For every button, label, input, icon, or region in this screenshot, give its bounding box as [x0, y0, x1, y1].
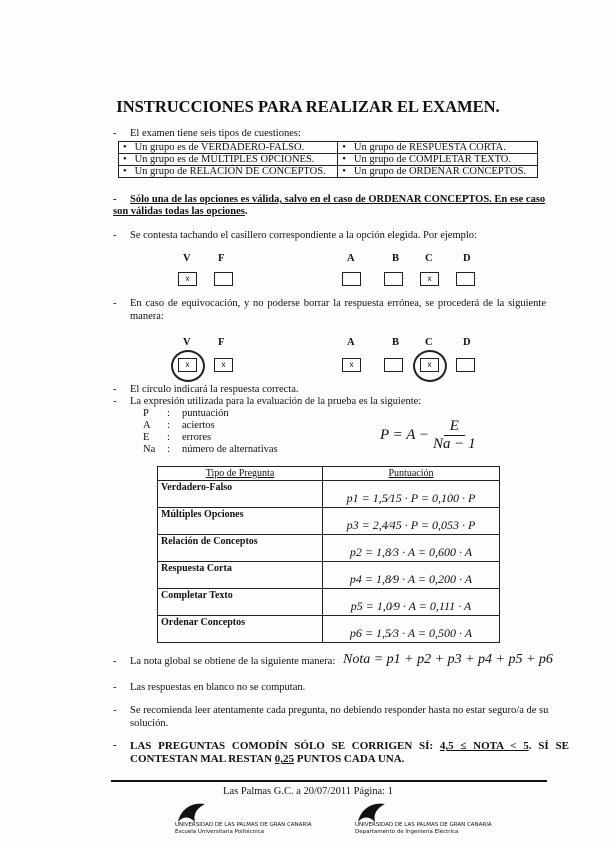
dash: - — [113, 298, 117, 309]
checkbox-c: x — [420, 358, 439, 372]
type-cell: Un grupo de ORDENAR CONCEPTOS. — [353, 166, 527, 177]
recommend-note: Se recomienda leer atentamente cada pregunta, no debiendo responder hasta no estar seguro/a de su — [130, 705, 549, 716]
footer-rule — [111, 780, 547, 782]
dash: - — [113, 128, 117, 139]
label-f: F — [218, 253, 225, 264]
dash: - — [113, 396, 117, 407]
table-row: Múltiples Opciones p3 = 2,4⁄45 · P = 0,053 · P — [158, 508, 500, 535]
score-formula: P = A − $\frac{E}{Na - 1}$ — [380, 418, 476, 452]
label-d: D — [463, 337, 471, 348]
dash: - — [113, 194, 117, 205]
checkbox-c: x — [420, 272, 439, 286]
expression-note: La expresión utilizada para la evaluación de la prueba es la siguiente: — [130, 396, 422, 407]
table-row: Verdadero-Falso p1 = 1,5⁄15 · P = 0,100 · P — [158, 481, 500, 508]
page-title: INSTRUCCIONES PARA REALIZAR EL EXAMEN. — [116, 97, 500, 116]
label-a: A — [347, 253, 355, 264]
column-header: Puntuación — [323, 467, 500, 481]
checkbox-v: x — [178, 272, 197, 286]
logo-caption-left: UNIVERSIDAD DE LAS PALMAS DE GRAN CANARIA Escuela Universitaria Politécnica — [175, 822, 312, 835]
table-row: Completar Texto p5 = 1,0⁄9 · A = 0,111 · A — [158, 589, 500, 616]
checkbox-a — [342, 272, 361, 286]
comodin-note: LAS PREGUNTAS COMODÍN SÓLO SE CORRIGEN SÍ: 4,5 ≤ NOTA < 5. SÍ SE — [130, 740, 569, 752]
valid-options-note: Sólo una de las opciones es válida, salvo en el caso de ORDENAR CONCEPTOS. En ese caso — [130, 194, 546, 205]
dash: - — [113, 230, 117, 241]
type-cell: Un grupo de COMPLETAR TEXTO. — [353, 154, 512, 165]
checkbox-d — [456, 358, 475, 372]
checkbox-b — [384, 358, 403, 372]
table-row: Ordenar Conceptos p6 = 1,5⁄3 · A = 0,500 · A — [158, 616, 500, 643]
dash: - — [113, 682, 117, 693]
checkbox-b — [384, 272, 403, 286]
type-cell: Un grupo es de VERDADERO-FALSO. — [134, 142, 305, 153]
checkbox-f: x — [214, 358, 233, 372]
label-v: V — [183, 253, 191, 264]
variable-legend: P : puntuación A : aciertos E : errores Na : número de alternativas — [143, 408, 278, 455]
label-v: V — [183, 337, 191, 348]
university-logo-icon — [355, 800, 391, 824]
type-cell: Un grupo de RESPUESTA CORTA. — [353, 142, 506, 153]
column-header: Tipo de Pregunta — [158, 467, 323, 481]
checkbox-a: x — [342, 358, 361, 372]
valid-options-note-2: son válidas todas las opciones — [113, 206, 245, 217]
circle-note: El círculo indicará la respuesta correcta. — [130, 384, 299, 395]
label-a: A — [347, 337, 355, 348]
intro-text: El examen tiene seis tipos de cuestiones: — [130, 128, 301, 139]
logo-caption-right: UNIVERSIDAD DE LAS PALMAS DE GRAN CANARIA Departamento de Ingeniería Eléctrica — [355, 822, 492, 835]
comodin-note-2: CONTESTAN MAL RESTAN 0,25 PUNTOS CADA UNA. — [130, 753, 405, 765]
label-f: F — [218, 337, 225, 348]
dash: - — [113, 740, 117, 751]
global-formula: Nota = p1 + p2 + p3 + p4 + p5 + p6 — [343, 652, 553, 667]
table-row: Respuesta Corta p4 = 1,8⁄9 · A = 0,200 · A — [158, 562, 500, 589]
mistake-instructions-2: manera: — [130, 311, 164, 322]
label-b: B — [392, 253, 400, 264]
global-note: La nota global se obtiene de la siguiente manera: — [130, 656, 336, 667]
table-row: Relación de Conceptos p2 = 1,8⁄3 · A = 0,600 · A — [158, 535, 500, 562]
label-c: C — [425, 337, 433, 348]
answer-instructions: Se contesta tachando el casillero correspondiente a la opción elegida. Por ejemplo: — [130, 230, 477, 241]
label-d: D — [463, 253, 471, 264]
checkbox-d — [456, 272, 475, 286]
blank-note: Las respuestas en blanco no se computan. — [130, 682, 306, 693]
page-footer: Las Palmas G.C. a 20/07/2011 Página: 1 — [223, 786, 393, 797]
mistake-instructions: En caso de equivocación, y no poderse borrar la respuesta errónea, se procederá de la siguiente — [130, 298, 546, 309]
question-types-table: • Un grupo es de VERDADERO-FALSO. • Un grupo de RESPUESTA CORTA. • Un grupo es de MÚLTIPLES OPCIONES. • Un grupo de COMPLETAR TEXTO. • Un grupo de RELACIÓN DE CONCEPTOS. • Un grupo de ORDENAR CONCEPTOS. — [118, 141, 538, 178]
checkbox-v: x — [178, 358, 197, 372]
checkbox-f — [214, 272, 233, 286]
exam-instructions-page: INSTRUCCIONES PARA REALIZAR EL EXAMEN. - El examen tiene seis tipos de cuestiones: • Un grupo es de VERDADERO-FALSO. • Un grupo de RESPUESTA CORTA. • Un grupo es de MÚLTIPLES OPCIONES. • Un grupo de COMPLETAR TEXTO. • Un grupo de RELACIÓN DE CONCEPTOS. • Un grupo de ORDENAR CONCEPTOS. - Sólo una de las opciones es válida, salvo en el caso de ORDENAR CONCEPTOS. En ese caso son válidas todas las opciones. - Se contesta tachando el casillero correspondiente a la opción elegida. Por ejemplo: V F A B C D x x - En caso de equivocación, y no poderse borrar la respuesta errónea, se procederá de la siguiente manera: V F A B C D x x x x - El círculo indicará la respuesta correcta. - La expresión utilizada para la evaluación de la prueba es la siguiente: P : puntuación A : aciertos E : errores Na : número de alternativas P = A − $\frac{E}{Na - 1}$ Tipo de Pregunta Puntuación Verdadero-Falso p1 = 1,5⁄15 · P = 0,100 · P Múltiples Opciones p3 = 2,4⁄45 · P = 0,053 · P Relación de Conceptos p2 = 1,8⁄3 · A = 0,600 · A Respuesta Corta p4 = 1,8⁄9 · A = 0,200 · A Completar Texto p5 = 1,0⁄9 · A = 0,111 · A Ordenar Conceptos p6 = 1,5⁄3 · A = 0,500 · A - La nota global se obtiene de la siguiente manera: Nota = p1 + p2 + p3 + p4 + p5 + p6 - Las respuestas en blanco no se computan. - Se recomienda leer atentamente cada pregunta, no debiendo responder hasta no estar seguro/a de su solución. - LAS PREGUNTAS COMODÍN SÓLO SE CORRIGEN SÍ: 4,5 ≤ NOTA < 5. SÍ SE CONTESTAN MAL RESTAN 0,25 PUNTOS CADA UNA. Las Palmas G.C. a 20/07/2011 Página: 1 UNIVERSIDAD DE LAS PALMAS DE GRAN CANARIA Escuela Universitaria Politécnica UNIVERSIDAD DE LAS PALMAS DE GRAN CANARIA Departamento de Ingeniería Eléctrica — [0, 0, 616, 848]
label-c: C — [425, 253, 433, 264]
university-logo-icon — [175, 800, 211, 824]
score-table — [157, 466, 500, 643]
type-cell: Un grupo de RELACIÓN DE CONCEPTOS. — [134, 166, 326, 177]
dash: - — [113, 656, 117, 667]
type-cell: Un grupo es de MÚLTIPLES OPCIONES. — [134, 154, 315, 165]
dash: - — [113, 705, 117, 716]
recommend-note-2: solución. — [130, 718, 169, 729]
dash: - — [113, 384, 117, 395]
label-b: B — [392, 337, 400, 348]
